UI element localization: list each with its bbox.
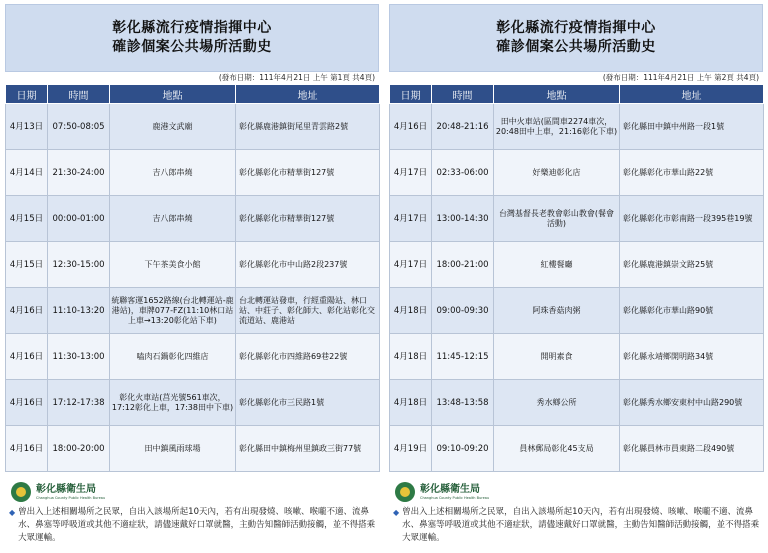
cell-place: 台灣基督長老教會彰山教會(餐會活動) <box>494 196 620 242</box>
logo-text: 彰化縣衛生局 <box>36 483 96 495</box>
cell-time: 09:10-09:20 <box>432 426 494 472</box>
cell-place: 秀水鄉公所 <box>494 380 620 426</box>
cell-place: 吉八郎串燒 <box>110 150 236 196</box>
cell-date: 4月15日 <box>6 196 48 242</box>
bureau-seal-icon <box>11 482 31 502</box>
table-row <box>6 380 380 426</box>
cell-date: 4月16日 <box>6 380 48 426</box>
cell-address: 彰化縣彰化市三民路1號 <box>236 380 380 426</box>
cell-time: 00:00-01:00 <box>48 196 110 242</box>
logo-subtext: Changhua County Public Health Bureau <box>36 495 106 500</box>
cell-place: 下午茶美食小館 <box>110 242 236 288</box>
table-row <box>6 334 380 380</box>
cell-address: 彰化縣彰化市精華街127號 <box>236 150 380 196</box>
table-header-row <box>390 85 764 104</box>
cell-address: 彰化縣彰化市精華街127號 <box>236 196 380 242</box>
title-banner <box>389 4 763 72</box>
header-address: 地址 <box>620 85 764 104</box>
cell-address: 彰化縣永靖鄉開明路34號 <box>620 334 764 380</box>
cell-place: 吉八郎串燒 <box>110 196 236 242</box>
cell-date: 4月19日 <box>390 426 432 472</box>
cell-place: 統聯客運1652路線(台北轉運站-鹿港站)，車牌077-FZ(11:10林口站上車→13:20彰化站下車) <box>110 288 236 334</box>
cell-address: 彰化縣田中鎮中州路一段1號 <box>620 104 764 150</box>
cell-address: 彰化縣秀水鄉安東村中山路290號 <box>620 380 764 426</box>
table-header-row <box>6 85 380 104</box>
cell-place: 嗑肉石鍋彰化四維店 <box>110 334 236 380</box>
cell-time: 21:30-24:00 <box>48 150 110 196</box>
table-row <box>390 196 764 242</box>
diamond-bullet-icon: ◆ <box>9 508 16 517</box>
diamond-bullet-icon: ◆ <box>393 508 400 517</box>
table-row <box>6 150 380 196</box>
activity-panel-page-1 <box>5 4 379 549</box>
cell-time: 13:00-14:30 <box>432 196 494 242</box>
publish-date: (發布日期：111年4月21日 上午 第1頁 共4頁) <box>218 73 375 82</box>
cell-time: 09:00-09:30 <box>432 288 494 334</box>
cell-date: 4月15日 <box>6 242 48 288</box>
cell-place: 紅樓餐廳 <box>494 242 620 288</box>
table-row <box>6 426 380 472</box>
cell-date: 4月17日 <box>390 196 432 242</box>
cell-time: 02:33-06:00 <box>432 150 494 196</box>
table-row <box>390 288 764 334</box>
table-row <box>6 288 380 334</box>
cell-place: 鹿港文武廟 <box>110 104 236 150</box>
header-place: 地點 <box>110 85 236 104</box>
cell-date: 4月18日 <box>390 334 432 380</box>
cell-place: 員林郵局彰化45支局 <box>494 426 620 472</box>
logo-text: 彰化縣衛生局 <box>420 483 480 495</box>
table-row <box>390 150 764 196</box>
publish-date: (發布日期：111年4月21日 上午 第2頁 共4頁) <box>602 73 759 82</box>
cell-time: 13:48-13:58 <box>432 380 494 426</box>
cell-time: 18:00-20:00 <box>48 426 110 472</box>
cell-date: 4月16日 <box>6 426 48 472</box>
cell-address: 彰化縣彰化市四維路69巷22號 <box>236 334 380 380</box>
cell-address: 彰化縣田中鎮梅州里鎮政三街77號 <box>236 426 380 472</box>
table-row <box>6 104 380 150</box>
header-time: 時間 <box>48 85 110 104</box>
cell-date: 4月13日 <box>6 104 48 150</box>
cell-time: 17:12-17:38 <box>48 380 110 426</box>
health-bureau-logo <box>389 479 763 505</box>
cell-date: 4月16日 <box>6 288 48 334</box>
table-row <box>390 334 764 380</box>
cell-time: 18:00-21:00 <box>432 242 494 288</box>
table-row <box>6 196 380 242</box>
header-address: 地址 <box>236 85 380 104</box>
cell-date: 4月16日 <box>390 104 432 150</box>
table-row <box>390 104 764 150</box>
cell-place: 好樂迪彰化店 <box>494 150 620 196</box>
table-row <box>390 426 764 472</box>
activity-table <box>5 84 380 472</box>
activity-panel-page-2 <box>389 4 763 549</box>
cell-date: 4月14日 <box>6 150 48 196</box>
header-date: 日期 <box>390 85 432 104</box>
cell-date: 4月18日 <box>390 380 432 426</box>
title-line-1: 彰化縣流行疫情指揮中心 <box>496 20 656 36</box>
table-row <box>6 242 380 288</box>
cell-place: 彰化火車站(莒光號561車次，17:12彰化上車，17:38田中下車) <box>110 380 236 426</box>
cell-address: 彰化縣彰化市華山路90號 <box>620 288 764 334</box>
title-banner <box>5 4 379 72</box>
cell-address: 彰化縣鹿港鎮街尾里青雲路2號 <box>236 104 380 150</box>
bureau-seal-icon <box>395 482 415 502</box>
cell-address: 彰化縣彰化市彰南路一段395巷19號 <box>620 196 764 242</box>
header-place: 地點 <box>494 85 620 104</box>
cell-address: 彰化縣彰化市中山路2段237號 <box>236 242 380 288</box>
cell-place: 田中鎮風雨球場 <box>110 426 236 472</box>
cell-place: 田中火車站(區間車2274車次，20:48田中上車，21:16彰化下車) <box>494 104 620 150</box>
cell-address: 彰化縣員林市員東路二段490號 <box>620 426 764 472</box>
header-date: 日期 <box>6 85 48 104</box>
footer <box>389 479 763 545</box>
notice <box>5 506 379 545</box>
activity-table <box>389 84 764 472</box>
cell-date: 4月16日 <box>6 334 48 380</box>
notice <box>389 506 763 545</box>
cell-address: 彰化縣鹿港鎮崇文路25號 <box>620 242 764 288</box>
cell-time: 11:30-13:00 <box>48 334 110 380</box>
notice-text: 曾出入上述相關場所之民眾，自出入該場所起10天內，若有出現發燒、咳嗽、喉嚨不適、流鼻水、鼻塞等呼吸道或其他不適症狀，請儘速戴好口罩就醫，主動告知醫師活動接觸，並不得搭乘大眾運輸。 <box>18 507 376 543</box>
notice-text: 曾出入上述相關場所之民眾，自出入該場所起10天內，若有出現發燒、咳嗽、喉嚨不適、流鼻水、鼻塞等呼吸道或其他不適症狀，請儘速戴好口罩就醫，主動告知醫師活動接觸，並不得搭乘大眾運輸。 <box>402 507 760 543</box>
header-time: 時間 <box>432 85 494 104</box>
health-bureau-logo <box>5 479 379 505</box>
cell-place: 阿珠香菇肉粥 <box>494 288 620 334</box>
table-row <box>390 242 764 288</box>
cell-place: 開明素食 <box>494 334 620 380</box>
cell-date: 4月17日 <box>390 242 432 288</box>
cell-time: 20:48-21:16 <box>432 104 494 150</box>
cell-time: 12:30-15:00 <box>48 242 110 288</box>
cell-address: 彰化縣彰化市華山路22號 <box>620 150 764 196</box>
title-line-1: 彰化縣流行疫情指揮中心 <box>112 20 272 36</box>
cell-time: 11:10-13:20 <box>48 288 110 334</box>
title-line-2: 確診個案公共場所活動史 <box>496 39 656 55</box>
table-row <box>390 380 764 426</box>
title-line-2: 確診個案公共場所活動史 <box>112 39 272 55</box>
cell-address: 台北轉運站發車，行經重陽站、林口站、中莊子、彰化師大、彰化站彰化交流道站、鹿港站 <box>236 288 380 334</box>
cell-date: 4月18日 <box>390 288 432 334</box>
cell-time: 07:50-08:05 <box>48 104 110 150</box>
cell-time: 11:45-12:15 <box>432 334 494 380</box>
footer <box>5 479 379 545</box>
logo-subtext: Changhua County Public Health Bureau <box>420 495 490 500</box>
cell-date: 4月17日 <box>390 150 432 196</box>
